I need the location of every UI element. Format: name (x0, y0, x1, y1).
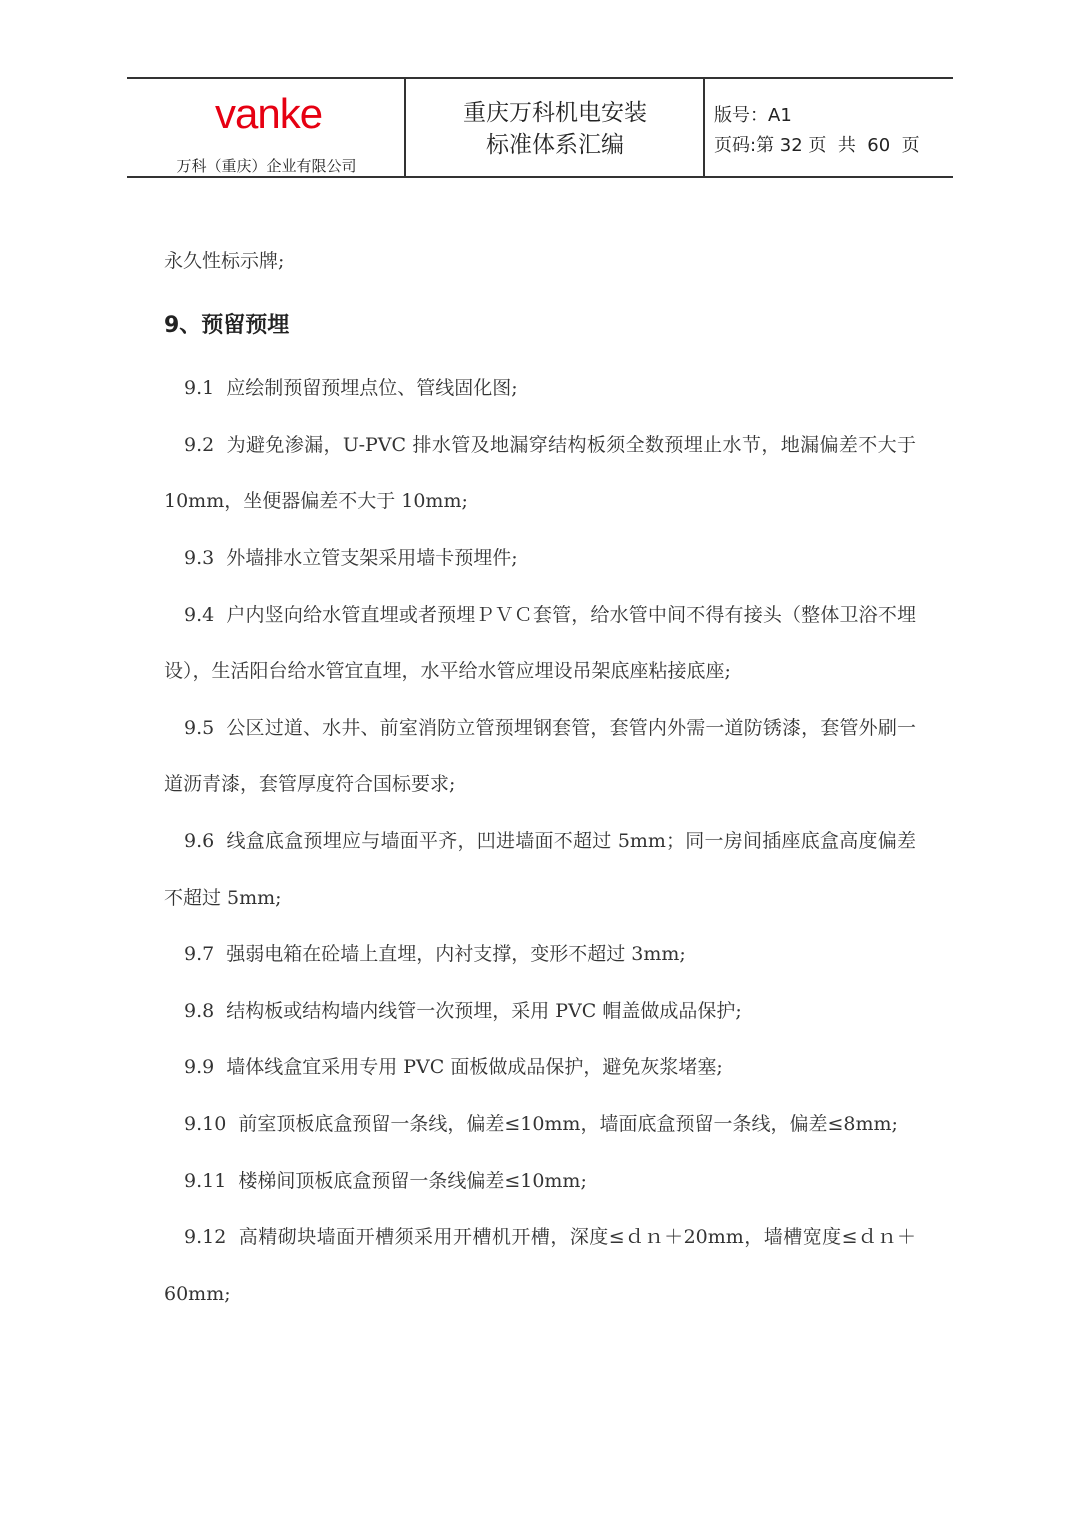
item-number: 9.6 (184, 829, 215, 852)
list-item (164, 813, 916, 926)
item-text: 外墙排水立管支架采用墙卡预埋件; (226, 546, 518, 569)
list-item (164, 1096, 916, 1153)
item-number: 9.12 (184, 1226, 227, 1249)
list-item (164, 926, 916, 983)
list-item (164, 700, 916, 813)
company-name: 万科（重庆）企业有限公司 (176, 157, 357, 175)
item-number: 9.2 (184, 433, 215, 456)
item-number: 9.7 (184, 943, 215, 966)
document-title (406, 97, 704, 161)
item-text: 墙体线盒宜采用专用 PVC 面板做成品保护，避免灰浆堵塞; (226, 1056, 723, 1079)
list-item (164, 587, 916, 700)
item-number: 9.10 (184, 1112, 227, 1135)
list-item (164, 1039, 916, 1096)
item-number: 9.3 (184, 546, 215, 569)
item-text: 强弱电箱在砼墙上直埋，内衬支撑，变形不超过 3mm; (226, 943, 686, 966)
header-divider (703, 79, 705, 176)
item-text: 线盒底盒预埋应与墙面平齐，凹进墙面不超过 5mm；同一房间插座底盒高度偏差不超过 5mm; (164, 829, 916, 909)
item-number: 9.8 (184, 999, 215, 1022)
list-item (164, 360, 916, 417)
document-title-line1: 重庆万科机电安装 (463, 100, 647, 126)
list-item (164, 417, 916, 530)
list-item (164, 983, 916, 1040)
document-title-line2: 标准体系汇编 (486, 132, 624, 158)
item-text: 结构板或结构墙内线管一次预埋，采用 PVC 帽盖做成品保护; (226, 999, 742, 1022)
item-number: 9.9 (184, 1056, 215, 1079)
item-text: 高精砌块墙面开槽须采用开槽机开槽，深度≤ｄｎ＋20mm，墙槽宽度≤ｄｎ＋60mm; (164, 1226, 916, 1305)
intro-text: 永久性标示牌; (164, 250, 285, 272)
list-item (164, 1153, 916, 1210)
item-number: 9.5 (184, 716, 215, 739)
section-heading: 9、预留预埋 (164, 312, 290, 338)
item-text: 楼梯间顶板底盒预留一条线偏差≤10mm; (238, 1169, 587, 1192)
version-number: 版号：A1 (714, 105, 792, 126)
item-text: 公区过道、水井、前室消防立管预埋钢套管，套管内外需一道防锈漆，套管外刷一道沥青漆，套管厚度符合国标要求; (164, 716, 916, 796)
item-text: 户内竖向给水管直埋或者预埋ＰＶＣ套管，给水管中间不得有接头（整体卫浴不埋设），生活阳台给水管宜直埋，水平给水管应埋设吊架底座粘接底座; (164, 603, 916, 683)
page-number: 页码:第 32 页 共 60 页 (714, 135, 920, 156)
item-number: 9.4 (184, 603, 215, 626)
document-header (127, 77, 953, 178)
page-content (164, 233, 916, 1322)
vanke-logo: vanke (215, 90, 323, 137)
item-text: 应绘制预留预埋点位、管线固化图; (226, 377, 518, 400)
item-number: 9.1 (184, 377, 215, 400)
document-meta (714, 101, 920, 161)
item-number: 9.11 (184, 1169, 227, 1192)
list-item (164, 1209, 916, 1322)
item-text: 为避免渗漏，U-PVC 排水管及地漏穿结构板须全数预埋止水节，地漏偏差不大于 10mm，坐便器偏差不大于 10mm; (164, 433, 916, 513)
list-item (164, 530, 916, 587)
item-text: 前室顶板底盒预留一条线，偏差≤10mm，墙面底盒预留一条线，偏差≤8mm; (238, 1112, 898, 1135)
